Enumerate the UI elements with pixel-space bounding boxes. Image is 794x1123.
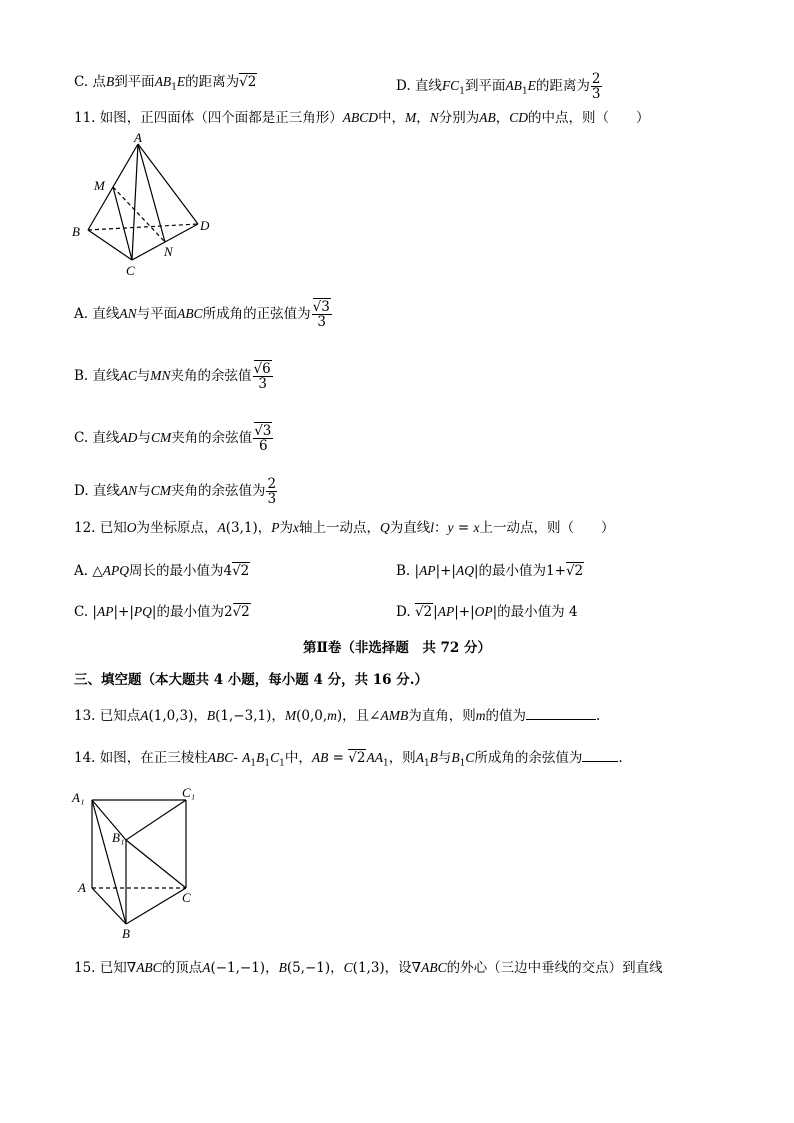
section3-title: 三、填空题（本大题共 4 小题，每小题 4 分，共 16 分.） [74, 672, 428, 688]
q11-option-b: B. 直线AC与MN夹角的余弦值 $\frac{√6}{3}$ [74, 361, 271, 392]
q12-stem: 12. 已知O为坐标原点，A(3,1)，P为x轴上一动点，Q为直线l：y = x上一动点，则（ ） [74, 520, 615, 536]
q11-option-c: C. 直线AD与CM夹角的余弦值 $\frac{√3}{6}$ [74, 423, 272, 454]
q11-option-d: D. 直线AN与CM夹角的余弦值为 $\frac{2}{3}$ [74, 476, 277, 507]
q12-option-d: D. √2|AP|+|OP|的最小值为 4 [396, 604, 578, 620]
q15-stem: 15. 已知∇ABC的顶点A(−1,−1)，B(5,−1)，C(1,3)，设∇ABC的外心（三边中垂线的交点）到直线 [74, 960, 663, 976]
label-a1: A₁ [72, 790, 85, 805]
q11-option-a: A. 直线AN与平面ABC所成角的正弦值为 $\frac{√3}{3}$ [74, 299, 330, 330]
q10-option-d: D. 直线$FC_1$到平面$AB_1E$的距离为 $\frac{2}{3}$ [396, 71, 601, 102]
q10-option-c: C. 点B到平面$AB_1E$的距离为√2 [74, 74, 257, 93]
q14-stem: 14. 如图，在正三棱柱ABC- $A_1B_1C_1$中，AB = $√2AA_1$，则$A_1B$与$B_1C$所成角的余弦值为 . [74, 750, 623, 769]
q12-option-b: B. |AP|+|AQ|的最小值为1+√2 [396, 563, 584, 579]
part2-title: 第Ⅱ卷（非选择题 共 72 分） [302, 640, 492, 656]
tetrahedron-figure [70, 132, 220, 280]
label-b: B [72, 224, 80, 239]
prism-figure [70, 784, 210, 940]
q13-stem: 13. 已知点A(1,0,3)，B(1,−3,1)，M(0,0,m)，且∠AMB为直角，则m的值为 . [74, 708, 601, 724]
edge-bd [88, 224, 198, 230]
edge-ad [138, 144, 198, 224]
segment-b1c [126, 840, 186, 888]
label-c1: C₁ [182, 785, 196, 800]
q12-option-c: C. |AP|+|PQ|的最小值为2√2 [74, 604, 250, 620]
segment-an [138, 144, 165, 242]
edge-b1c1 [126, 800, 186, 840]
label-n: N [164, 244, 173, 259]
q12-option-a: A. △APQ周长的最小值为4√2 [74, 563, 250, 579]
label-b1: B₁ [112, 830, 125, 845]
label-d: D [200, 218, 210, 233]
edge-bc [126, 888, 186, 924]
label-a: A [134, 132, 142, 145]
label-c: C [126, 263, 135, 278]
label-b: B [122, 926, 130, 940]
edge-ac [132, 144, 138, 260]
q11-stem: 11. 如图，正四面体（四个面都是正三角形）ABCD中，M，N分别为AB，CD的中点，则（ ） [74, 110, 650, 126]
label-m: M [94, 178, 105, 193]
label-a: A [78, 880, 86, 895]
label-c: C [182, 890, 191, 905]
